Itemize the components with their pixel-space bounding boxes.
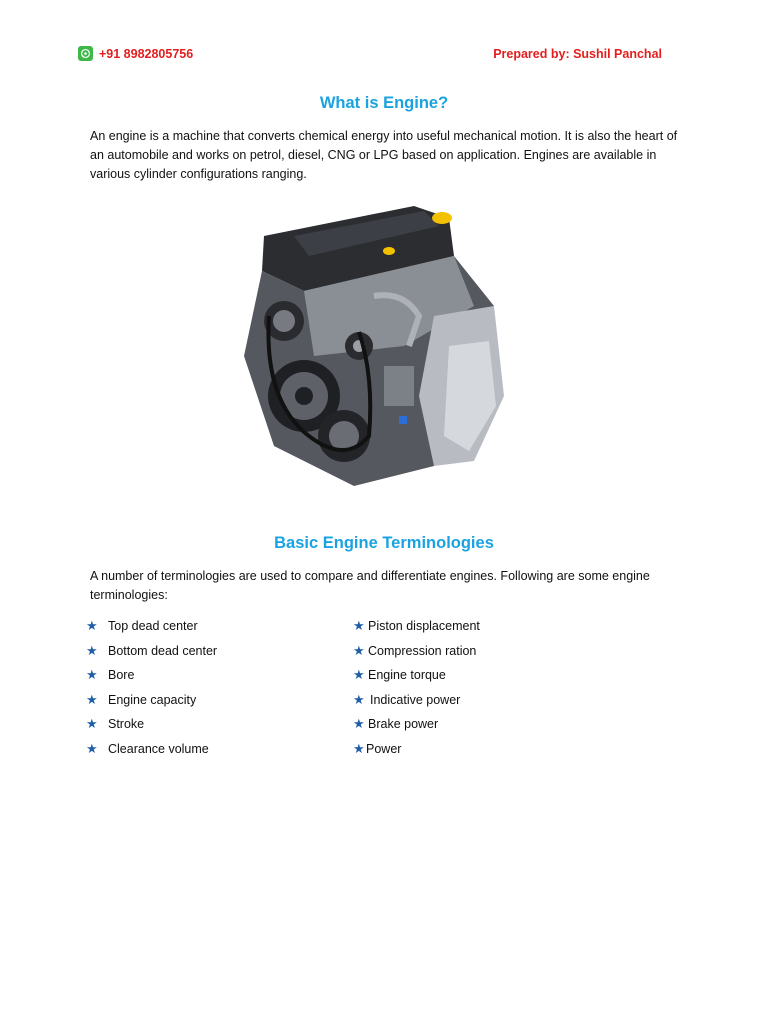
engine-description: An engine is a machine that converts chemical energy into useful mechanical motion. It is also the heart of an automobile and works on petrol, diesel, CNG or LPG based on application. Engines are available in various cylinder configurations ranging. (90, 129, 678, 181)
list-item: ★ Clearance volume (86, 740, 209, 756)
star-icon: ★ (353, 716, 365, 732)
terms-left-column (86, 614, 217, 761)
star-icon: ★ (86, 642, 98, 658)
star-icon: ★ (86, 740, 98, 756)
list-item: ★ Stroke (86, 716, 145, 732)
list-item: ★ Piston displacement (353, 618, 480, 634)
terms-right-column (353, 614, 480, 761)
section-title-terminologies: Basic Engine Terminologies (274, 534, 494, 552)
whatsapp-icon (78, 46, 93, 61)
header-phone (78, 46, 193, 61)
star-icon: ★ (86, 618, 98, 634)
terminologies-description: A number of terminologies are used to compare and differentiate engines. Following are some engine terminologies: (90, 569, 650, 602)
prepared-by: Prepared by: Sushil Panchal (493, 47, 662, 61)
engine-image (234, 196, 534, 496)
star-icon: ★ (353, 618, 365, 634)
list-item: ★ Brake power (353, 716, 439, 732)
list-item: ★ Engine capacity (86, 691, 197, 707)
star-icon: ★ (353, 740, 365, 756)
list-item: ★ Bore (86, 667, 135, 683)
star-icon: ★ (86, 691, 98, 707)
star-icon: ★ (86, 667, 98, 683)
star-icon: ★ (353, 667, 365, 683)
list-item: ★ Engine torque (353, 667, 446, 683)
list-item: ★ Compression ration (353, 642, 477, 658)
phone-number: +91 8982805756 (99, 46, 194, 61)
star-icon: ★ (86, 716, 98, 732)
section-title-engine: What is Engine? (319, 94, 449, 112)
list-item: ★ Bottom dead center (86, 642, 218, 658)
star-icon: ★ (353, 691, 365, 707)
star-icon: ★ (353, 642, 365, 658)
list-item: ★ Power (353, 740, 402, 756)
list-item: ★ Indicative power (353, 691, 461, 707)
list-item: ★ Top dead center (86, 618, 198, 634)
